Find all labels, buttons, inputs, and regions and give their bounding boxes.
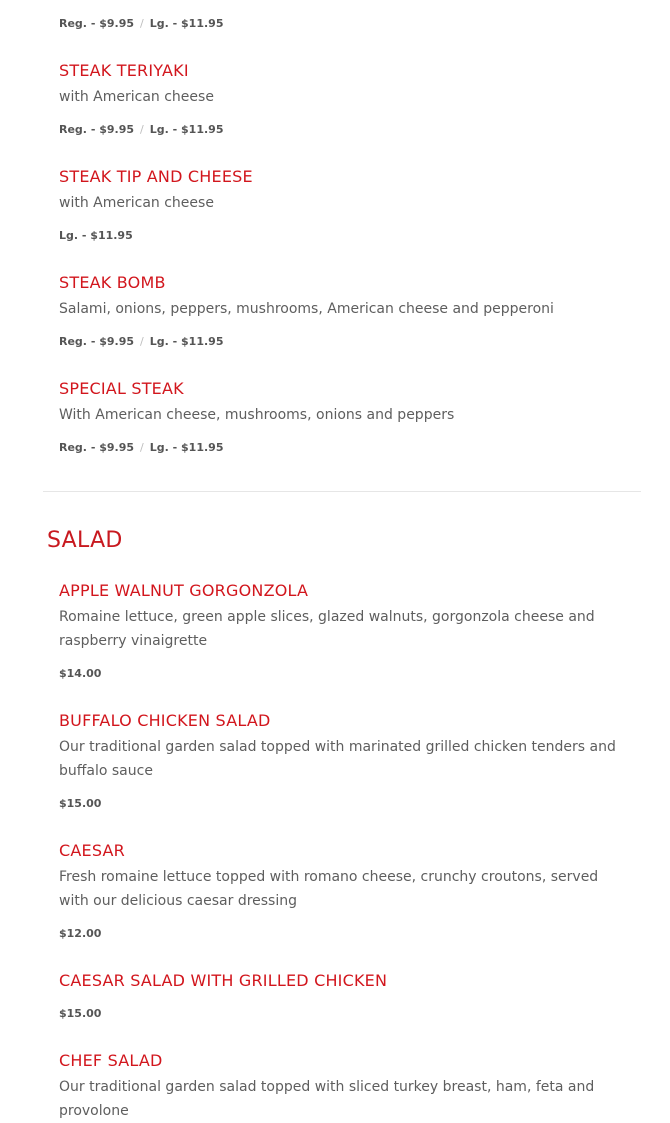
item-description: Salami, onions, peppers, mushrooms, American cheese and pepperoni [59,301,554,317]
price-regular: Reg. - $9.95 [59,441,135,454]
item-title: STEAK TIP AND CHEESE [59,167,253,186]
menu-item-steak-teriyaki [59,61,629,151]
section-divider [43,491,641,492]
menu-item-buffalo-chicken-salad [59,711,629,821]
price-row [59,229,133,243]
price-regular: Reg. - $9.95 [59,335,135,348]
price-large: Lg. - $11.95 [59,229,133,242]
item-description: Our traditional garden salad topped with marinated grilled chicken tenders and buffalo sauce [59,739,616,779]
price-separator: / [140,17,144,30]
menu-item-steak-partial [59,0,629,40]
item-title: CHEF SALAD [59,1051,163,1070]
menu-item-apple-walnut-gorgonzola [59,581,629,691]
item-price: $12.00 [59,927,102,940]
price-row [59,123,223,137]
item-title: CAESAR [59,841,125,860]
section-title-salad: SALAD [47,528,123,553]
menu-item-steak-tip-and-cheese [59,167,629,257]
price-large: Lg. - $11.95 [149,17,224,30]
item-description: Our traditional garden salad topped with sliced turkey breast, ham, feta and provolone [59,1079,595,1119]
price-regular: Reg. - $9.95 [59,123,135,136]
price-separator: / [140,123,144,136]
price-regular: Reg. - $9.95 [59,17,135,30]
item-price: $14.00 [59,667,102,680]
item-price: $15.00 [59,1007,102,1020]
price-row [59,335,223,349]
item-description: with American cheese [59,195,214,211]
price-large: Lg. - $11.95 [149,441,224,454]
menu-item-caesar [59,841,629,951]
price-row [59,441,223,455]
item-title: STEAK BOMB [59,273,166,292]
menu-item-steak-bomb [59,273,629,363]
price-large: Lg. - $11.95 [149,123,224,136]
item-price: $15.00 [59,797,102,810]
price-separator: / [140,335,144,348]
item-description: Romaine lettuce, green apple slices, glazed walnuts, gorgonzola cheese and raspberry vinaigrette [59,609,595,649]
item-description: Fresh romaine lettuce topped with romano cheese, crunchy croutons, served with our delicious caesar dressing [59,869,599,909]
item-title: STEAK TERIYAKI [59,61,189,80]
menu-item-special-steak [59,379,629,469]
menu-item-chef-salad [59,1051,629,1119]
price-separator: / [140,441,144,454]
price-large: Lg. - $11.95 [149,335,224,348]
item-title: CAESAR SALAD WITH GRILLED CHICKEN [59,971,388,990]
price-row [59,17,223,31]
menu-item-caesar-salad-grilled-chicken [59,971,629,1031]
item-description: with American cheese [59,89,214,105]
item-title: BUFFALO CHICKEN SALAD [59,711,271,730]
item-description: With American cheese, mushrooms, onions and peppers [59,407,455,423]
item-title: SPECIAL STEAK [59,379,184,398]
item-title: APPLE WALNUT GORGONZOLA [59,581,309,600]
